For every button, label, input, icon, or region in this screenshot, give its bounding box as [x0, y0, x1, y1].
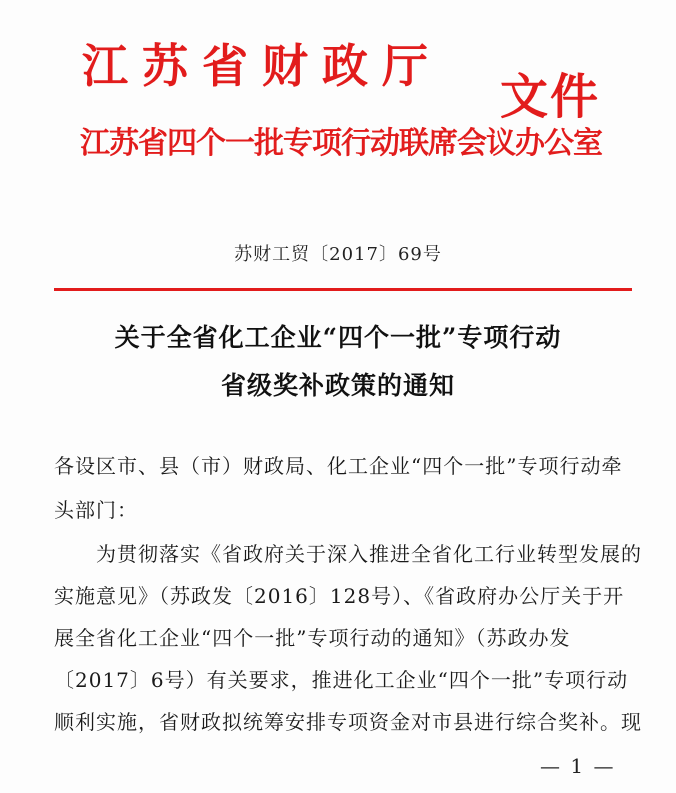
body-text-line: 头部门： — [54, 498, 138, 522]
issuer-name-secondary: 江苏省四个一批专项行动联席会议办公室 — [80, 126, 602, 161]
document-type-label: 文件 — [500, 69, 601, 125]
red-separator-line — [54, 288, 632, 291]
document-number: 苏财工贸〔2017〕69号 — [234, 244, 442, 265]
document-title-line-1: 关于全省化工企业“四个一批”专项行动 — [114, 323, 562, 352]
body-text-line: 顺利实施，省财政拟统筹安排专项资金对市县进行综合奖补。现 — [54, 710, 642, 734]
document-title-line-2: 省级奖补政策的通知 — [220, 371, 455, 400]
body-text-line: 展全省化工企业“四个一批”专项行动的通知》（苏政办发 — [54, 626, 571, 650]
body-text-line: 各设区市、县（市）财政局、化工企业“四个一批”专项行动牵 — [54, 454, 623, 478]
body-text-line: 〔2017〕6号）有关要求，推进化工企业“四个一批”专项行动 — [54, 668, 629, 692]
body-text-line: 实施意见》（苏政发〔2016〕128号）、《省政府办公厅关于开 — [54, 584, 625, 608]
page-number: — 1 — — [540, 754, 616, 778]
issuer-name-primary: 江苏省财政厅 — [82, 39, 442, 93]
body-text-line: 为贯彻落实《省政府关于深入推进全省化工行业转型发展的 — [96, 542, 642, 566]
